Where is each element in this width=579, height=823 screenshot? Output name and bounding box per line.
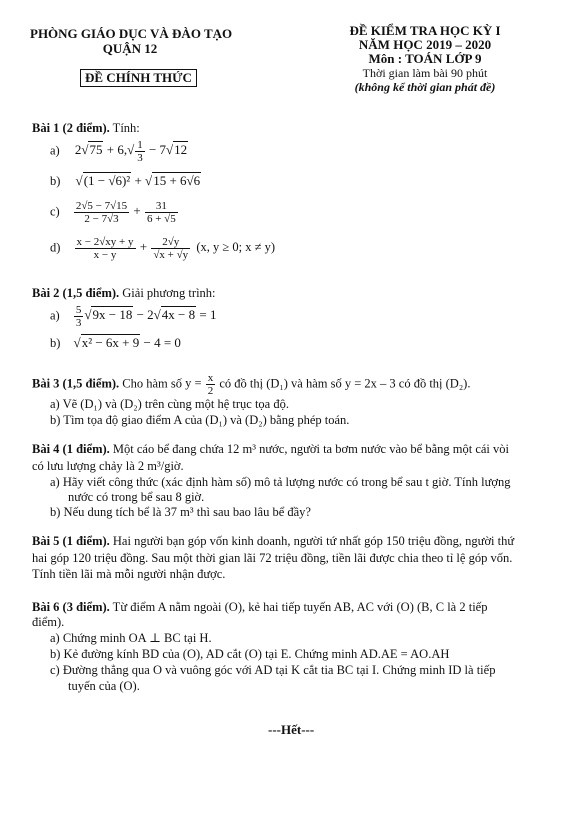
bai1-c: c) $\frac{2√5 - 7√15}{2 - 7√3}$ + $\frac{31}{6 + √5}$	[50, 200, 179, 225]
bai4-b: b) Nếu dung tích bể là 37 m³ thì sau bao lâu bể đầy?	[50, 505, 311, 519]
exam-title: ĐỀ KIỂM TRA HỌC KỲ I	[349, 23, 501, 38]
bai4-heading: Bài 4 (1 điểm). Một cáo bể đang chứa 12 m³ nước, người ta bơm nước vào bể bằng một cái vòi	[32, 442, 509, 456]
math-expression: $\frac{2√5 - 7√15}{2 - 7√3}$ + $\frac{31}{6 + √5}$	[75, 200, 176, 225]
bai6-c-cont: tuyến của (O).	[68, 679, 140, 693]
bai1-a: a) 2√75 + 6,√ $\frac{1}{3}$ − 7√12	[50, 139, 188, 164]
end-marker: ---Hết---	[268, 722, 315, 737]
district-name: QUẬN 12	[102, 41, 158, 56]
department-header	[30, 26, 233, 56]
bai3-b: b) Tìm tọa độ giao điểm A của (D₁) và (D₂) bằng phép toán.	[50, 413, 350, 427]
duration-note: (không kể thời gian phát đề)	[354, 80, 496, 94]
bai5-line3: Tính tiền lãi mà mỗi người nhận được.	[32, 567, 226, 581]
bai6-c: c) Đường thẳng qua O và vuông góc với AD tại K cắt tia BC tại I. Chứng minh ID là tiếp	[50, 663, 496, 677]
math-expression: √(1 − √6)² + √15 + 6√6	[75, 173, 201, 188]
bai3-heading: Bài 3 (1,5 điểm). Cho hàm số y = $\frac{x}{2}$ có đồ thị (D₁) và hàm số y = 2x – 3 có đồ thị (D₂).	[32, 372, 471, 397]
bai4-a-cont: nước có trong bể sau 8 giờ.	[68, 490, 205, 504]
condition: (x, y ≥ 0; x ≠ y)	[196, 240, 276, 255]
bai2-heading: Bài 2 (1,5 điểm). Giải phương trình:	[32, 286, 216, 300]
math-expression: √x² − 6x + 9 − 4 = 0	[73, 335, 181, 350]
math-expression: y = $\frac{x}{2}$	[185, 372, 214, 397]
bai2-b: b) √x² − 6x + 9 − 4 = 0	[50, 335, 181, 350]
math-expression: $\frac{x - 2√xy + y}{x - y}$ + $\frac{2√y}{√x + √y}$	[76, 236, 189, 261]
bai1-heading: Bài 1 (2 điểm). Tính:	[32, 121, 140, 135]
bai1-d: d) $\frac{x - 2√xy + y}{x - y}$ + $\frac{2√y}{√x + √y}$ (x, y ≥ 0; x ≠ y)	[50, 236, 276, 261]
duration: Thời gian làm bài 90 phút	[362, 66, 488, 80]
bai1-b: b) √(1 − √6)² + √15 + 6√6	[50, 173, 201, 188]
bai2-a: a) $\frac{5}{3}$ √9x − 18 − 2√4x − 8 = 1	[50, 304, 217, 329]
bai3-a: a) Vẽ (D₁) và (D₂) trên cùng một hệ trục tọa độ.	[50, 397, 289, 411]
bai4-a: a) Hãy viết công thức (xác định hàm số) mô tả lượng nước có trong bể sau t giờ. Tính lượng	[50, 475, 511, 489]
exam-header	[300, 24, 550, 94]
school-year: NĂM HỌC 2019 – 2020	[358, 37, 492, 52]
math-expression: $\frac{5}{3}$ √9x − 18 − 2√4x − 8 = 1	[75, 304, 217, 329]
bai6-line2: điểm).	[32, 615, 65, 629]
department-name: PHÒNG GIÁO DỤC VÀ ĐÀO TẠO	[30, 26, 233, 41]
bai4-line2: có lưu lượng chảy là 2 m³/giờ.	[32, 459, 184, 473]
math-expression: 2√75 + 6,√ $\frac{1}{3}$ − 7√12	[74, 139, 188, 164]
bai6-a: a) Chứng minh OA ⊥ BC tại H.	[50, 631, 212, 645]
official-stamp: ĐỀ CHÍNH THỨC	[80, 69, 197, 87]
bai6-heading: Bài 6 (3 điểm). Từ điểm A nằm ngoài (O), kẻ hai tiếp tuyến AB, AC với (O) (B, C là 2 tiếp	[32, 600, 488, 614]
bai5-line2: hai góp 120 triệu đồng. Sau một thời gian lãi 72 triệu đồng, tiền lãi được chia theo tỉ lệ góp vốn.	[32, 551, 513, 565]
subject: Môn : TOÁN LỚP 9	[368, 51, 482, 66]
bai6-b: b) Kẻ đường kính BD của (O), AD cắt (O) tại E. Chứng minh AD.AE = AO.AH	[50, 647, 450, 661]
bai5-heading: Bài 5 (1 điểm). Hai người bạn góp vốn kinh doanh, người tứ nhất góp 150 triệu đồng, người thứ	[32, 534, 515, 548]
